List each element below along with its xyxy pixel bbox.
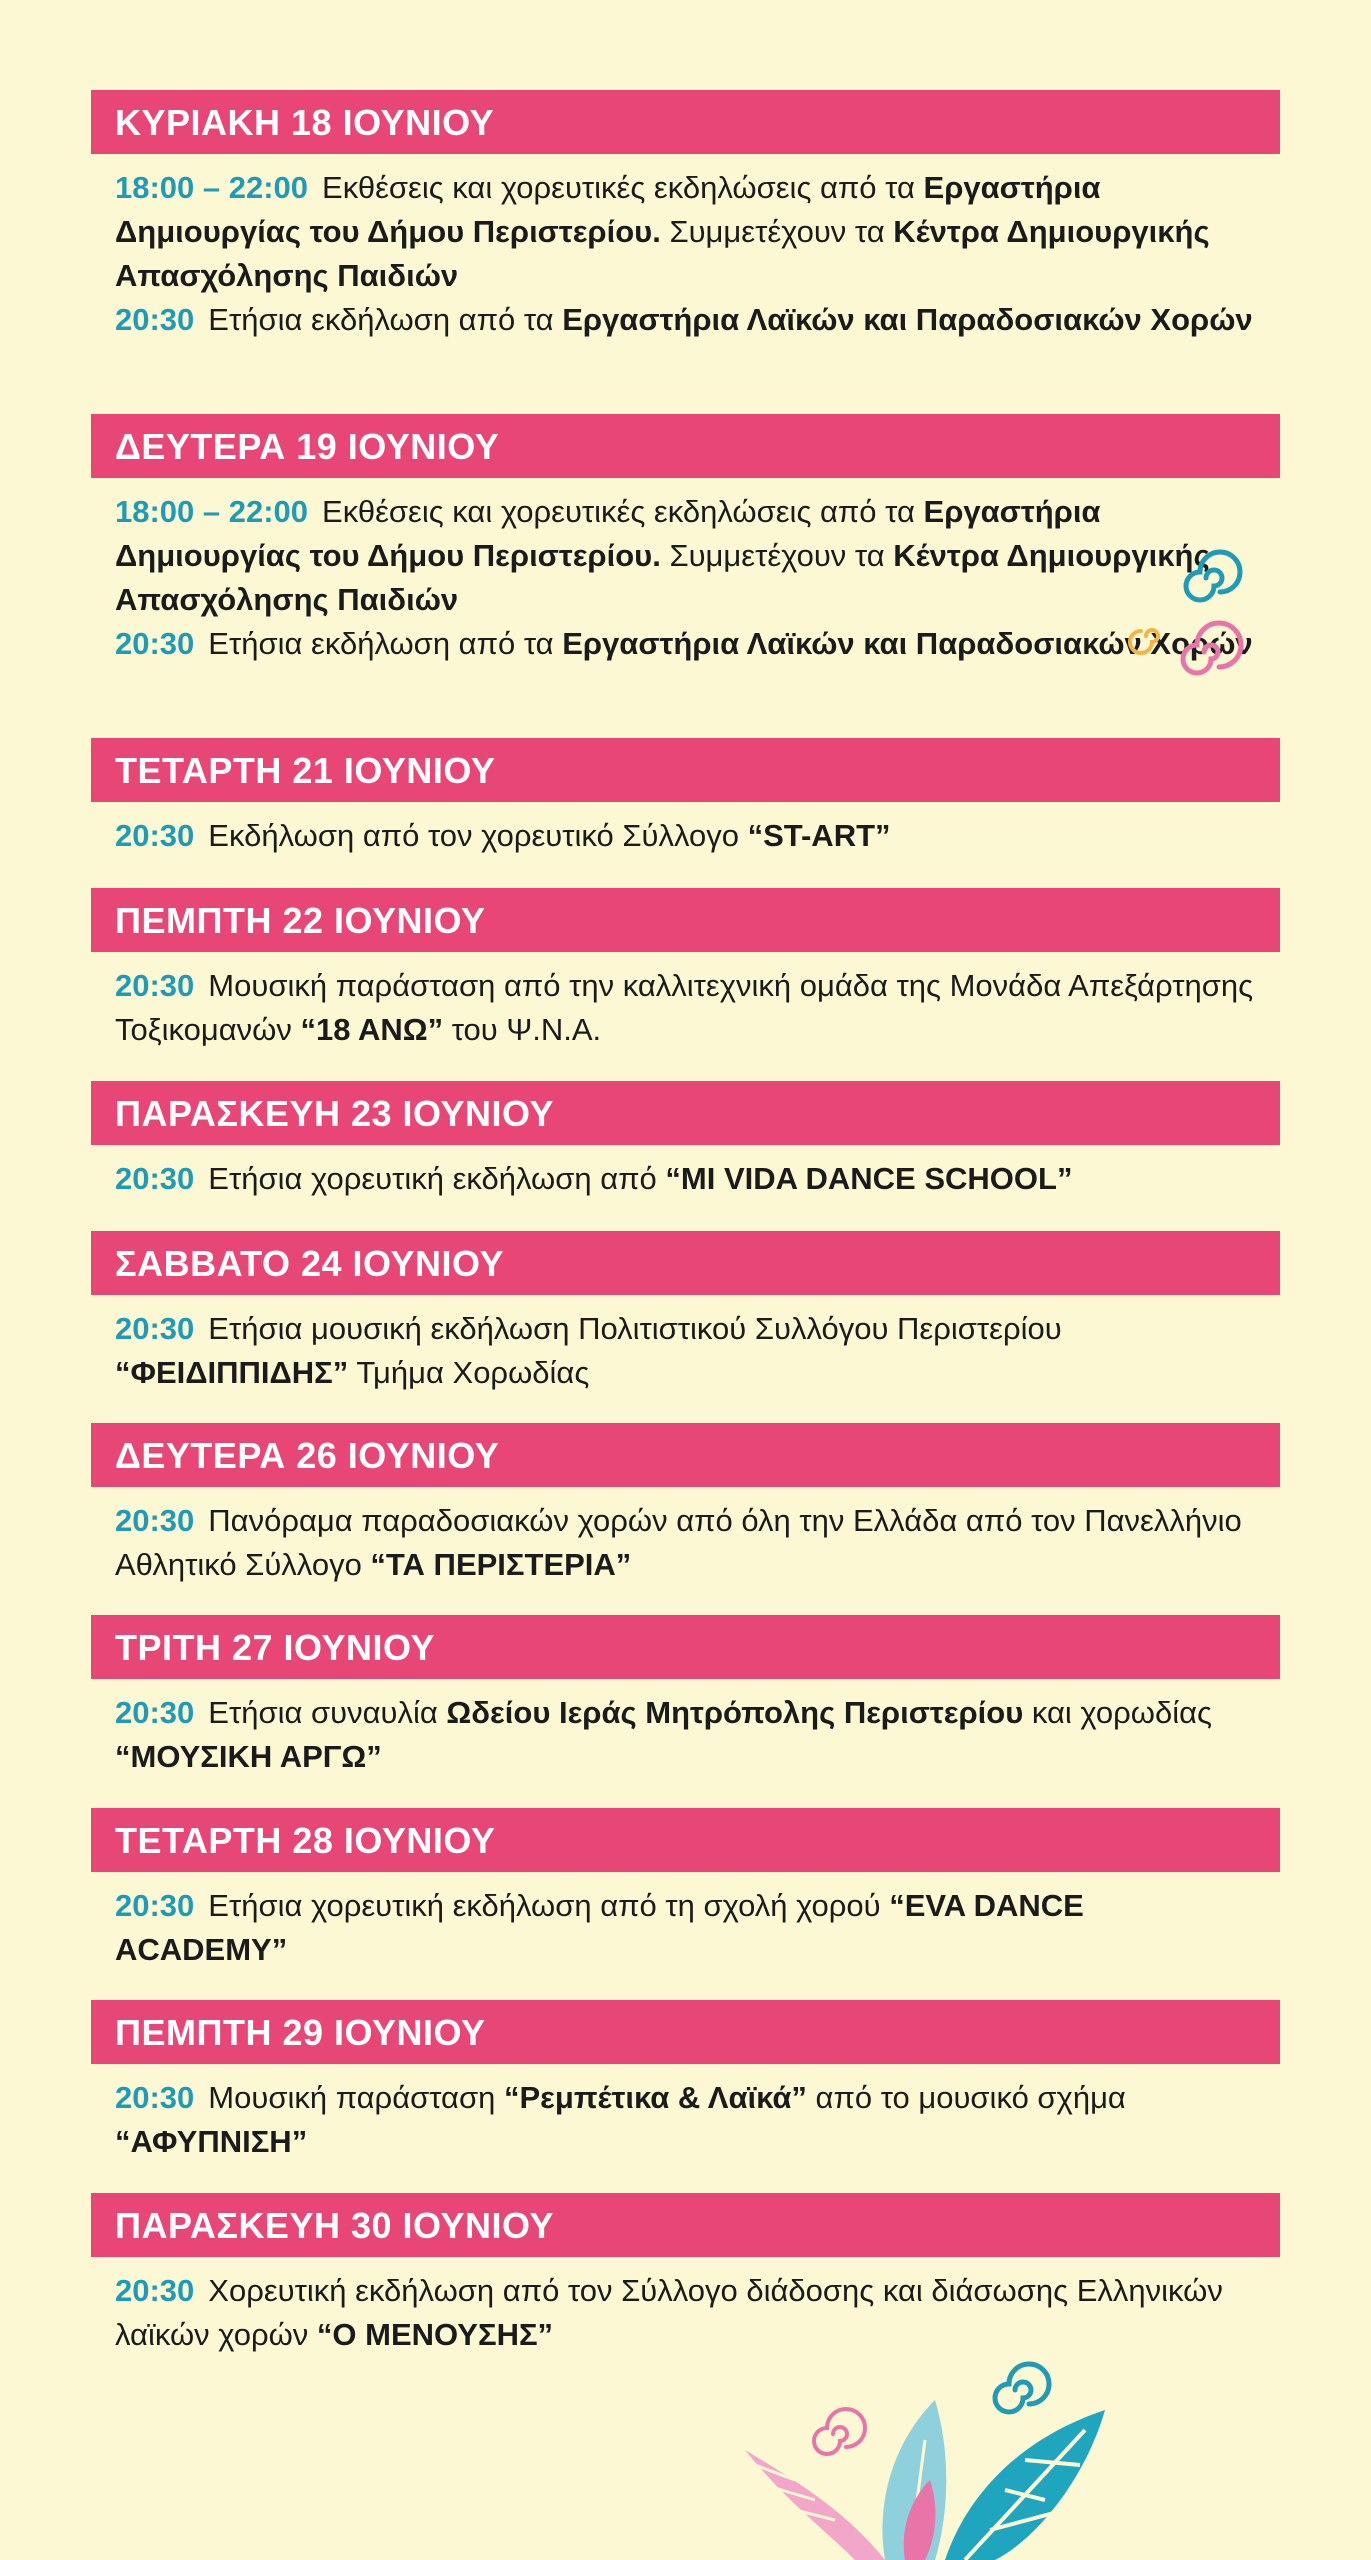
event-text: Ετήσια χορευτική εκδήλωση από xyxy=(208,1161,666,1196)
event-highlight: Κέντρα Δημιουργικής Απασχόλησης Παιδιών xyxy=(115,538,1210,617)
event-text: Ετήσια μουσική εκδήλωση Πολιτιστικού Συλλόγου Περιστερίου xyxy=(208,1311,1062,1346)
day-header: ΤΕΤΑΡΤΗ 21 ΙΟΥΝΙΟΥ xyxy=(91,738,1280,802)
day-section xyxy=(91,1231,1280,1395)
day-section xyxy=(91,2000,1280,2164)
event-highlight: Ωδείου Ιεράς Μητρόπολης Περιστερίου xyxy=(446,1695,1024,1730)
event-highlight: “Ο ΜΕΝΟΥΣΗΣ” xyxy=(316,2317,554,2352)
event-list xyxy=(91,2064,1280,2164)
event-time: 20:30 xyxy=(115,626,195,661)
day-section xyxy=(91,888,1280,1052)
day-section xyxy=(91,414,1280,666)
event-text: Μουσική παράσταση xyxy=(208,2080,504,2115)
event-highlight: “ST-ART” xyxy=(747,818,891,853)
event-time: 20:30 xyxy=(115,1888,195,1923)
day-section xyxy=(91,1081,1280,1201)
event-text: Εκθέσεις και χορευτικές εκδηλώσεις από τα xyxy=(322,494,924,529)
event-list xyxy=(91,1872,1280,1972)
event-text: Συμμετέχουν τα xyxy=(660,538,894,573)
event-text: από το μουσικό σχήμα xyxy=(806,2080,1126,2115)
event-item xyxy=(115,1157,1256,1201)
day-header: ΔΕΥΤΕΡΑ 26 ΙΟΥΝΙΟΥ xyxy=(91,1423,1280,1487)
event-time: 20:30 xyxy=(115,968,195,1003)
event-item xyxy=(115,964,1256,1052)
day-header: ΠΕΜΠΤΗ 29 ΙΟΥΝΙΟΥ xyxy=(91,2000,1280,2064)
swirl-cluster-icon xyxy=(1118,544,1248,694)
event-text: Ετήσια εκδήλωση από τα xyxy=(208,302,563,337)
event-text: Ετήσια εκδήλωση από τα xyxy=(208,626,563,661)
event-item xyxy=(115,490,1256,622)
event-text: Μουσική παράσταση από την καλλιτεχνική ομάδα της Μονάδα Απεξάρτησης Τοξικομανών xyxy=(115,968,1254,1047)
event-item xyxy=(115,166,1256,298)
event-highlight: “ΜΟΥΣΙΚΗ ΑΡΓΩ” xyxy=(115,1739,382,1774)
event-text: του Ψ.Ν.Α. xyxy=(443,1012,602,1047)
event-item xyxy=(115,622,1256,666)
day-header: ΠΕΜΠΤΗ 22 ΙΟΥΝΙΟΥ xyxy=(91,888,1280,952)
day-section xyxy=(91,1423,1280,1587)
event-text: Τμήμα Χορωδίας xyxy=(348,1355,590,1390)
event-time: 18:00 – 22:00 xyxy=(115,170,309,205)
event-text: Εκδήλωση από τον χορευτικό Σύλλογο xyxy=(208,818,748,853)
event-text: Ετήσια συναυλία xyxy=(208,1695,447,1730)
day-header: ΠΑΡΑΣΚΕΥΗ 23 ΙΟΥΝΙΟΥ xyxy=(91,1081,1280,1145)
event-list xyxy=(91,154,1280,342)
event-text: Συμμετέχουν τα xyxy=(660,214,894,249)
day-section xyxy=(91,1615,1280,1779)
event-item xyxy=(115,1884,1256,1972)
event-highlight: “MI VIDA DANCE SCHOOL” xyxy=(665,1161,1073,1196)
event-highlight: Εργαστήρια Δημιουργίας του Δήμου Περιστερίου. xyxy=(115,494,1101,573)
event-highlight: “ΑΦΥΠΝΙΣΗ” xyxy=(115,2124,308,2159)
event-time: 20:30 xyxy=(115,1695,195,1730)
event-time: 20:30 xyxy=(115,1161,195,1196)
event-highlight: Εργαστήρια Λαϊκών και Παραδοσιακών Χορών xyxy=(562,302,1253,337)
event-highlight: “ΦΕΙΔΙΠΠΙΔΗΣ” xyxy=(115,1355,349,1390)
event-text: Εκθέσεις και χορευτικές εκδηλώσεις από τα xyxy=(322,170,924,205)
event-highlight: “Ρεμπέτικα & Λαϊκά” xyxy=(503,2080,807,2115)
event-highlight: Κέντρα Δημιουργικής Απασχόλησης Παιδιών xyxy=(115,214,1210,293)
event-time: 20:30 xyxy=(115,2273,195,2308)
day-section xyxy=(91,738,1280,858)
day-header: ΤΡΙΤΗ 27 ΙΟΥΝΙΟΥ xyxy=(91,1615,1280,1679)
event-time: 20:30 xyxy=(115,1311,195,1346)
event-item xyxy=(115,1691,1256,1779)
event-list xyxy=(91,802,1280,858)
event-time: 20:30 xyxy=(115,302,195,337)
day-header: ΤΕΤΑΡΤΗ 28 ΙΟΥΝΙΟΥ xyxy=(91,1808,1280,1872)
event-list xyxy=(91,478,1280,666)
event-item xyxy=(115,2076,1256,2164)
event-highlight: Εργαστήρια Δημιουργίας του Δήμου Περιστερίου. xyxy=(115,170,1101,249)
event-text: Χορευτική εκδήλωση από τον Σύλλογο διάδοσης και διάσωσης Ελληνικών λαϊκών χορών xyxy=(115,2273,1223,2352)
event-text: και χορωδίας xyxy=(1023,1695,1212,1730)
event-highlight: “18 ΑΝΩ” xyxy=(300,1012,444,1047)
day-header: ΚΥΡΙΑΚΗ 18 ΙΟΥΝΙΟΥ xyxy=(91,90,1280,154)
event-item xyxy=(115,1307,1256,1395)
event-list xyxy=(91,1487,1280,1587)
event-highlight: “EVA DANCE ACADEMY” xyxy=(115,1888,1084,1967)
event-highlight: “ΤΑ ΠΕΡΙΣΤΕΡΙΑ” xyxy=(370,1547,632,1582)
event-time: 20:30 xyxy=(115,1503,195,1538)
day-header: ΔΕΥΤΕΡΑ 19 ΙΟΥΝΙΟΥ xyxy=(91,414,1280,478)
event-text: Πανόραμα παραδοσιακών χορών από όλη την Ελλάδα από τον Πανελλήνιο Αθλητικό Σύλλογο xyxy=(115,1503,1242,1582)
event-item xyxy=(115,298,1256,342)
event-list xyxy=(91,1679,1280,1779)
event-time: 20:30 xyxy=(115,2080,195,2115)
event-text: Ετήσια χορευτική εκδήλωση από τη σχολή χορού xyxy=(208,1888,890,1923)
event-list xyxy=(91,952,1280,1052)
event-item xyxy=(115,814,1256,858)
event-highlight: Εργαστήρια Λαϊκών και Παραδοσιακών Χορών xyxy=(562,626,1253,661)
event-list xyxy=(91,1295,1280,1395)
day-section xyxy=(91,1808,1280,1972)
event-time: 18:00 – 22:00 xyxy=(115,494,309,529)
day-header: ΠΑΡΑΣΚΕΥΗ 30 ΙΟΥΝΙΟΥ xyxy=(91,2193,1280,2257)
event-time: 20:30 xyxy=(115,818,195,853)
event-item xyxy=(115,1499,1256,1587)
day-header: ΣΑΒΒΑΤΟ 24 ΙΟΥΝΙΟΥ xyxy=(91,1231,1280,1295)
tropical-leaves-icon xyxy=(735,2330,1115,2560)
day-section xyxy=(91,90,1280,342)
event-list xyxy=(91,1145,1280,1201)
